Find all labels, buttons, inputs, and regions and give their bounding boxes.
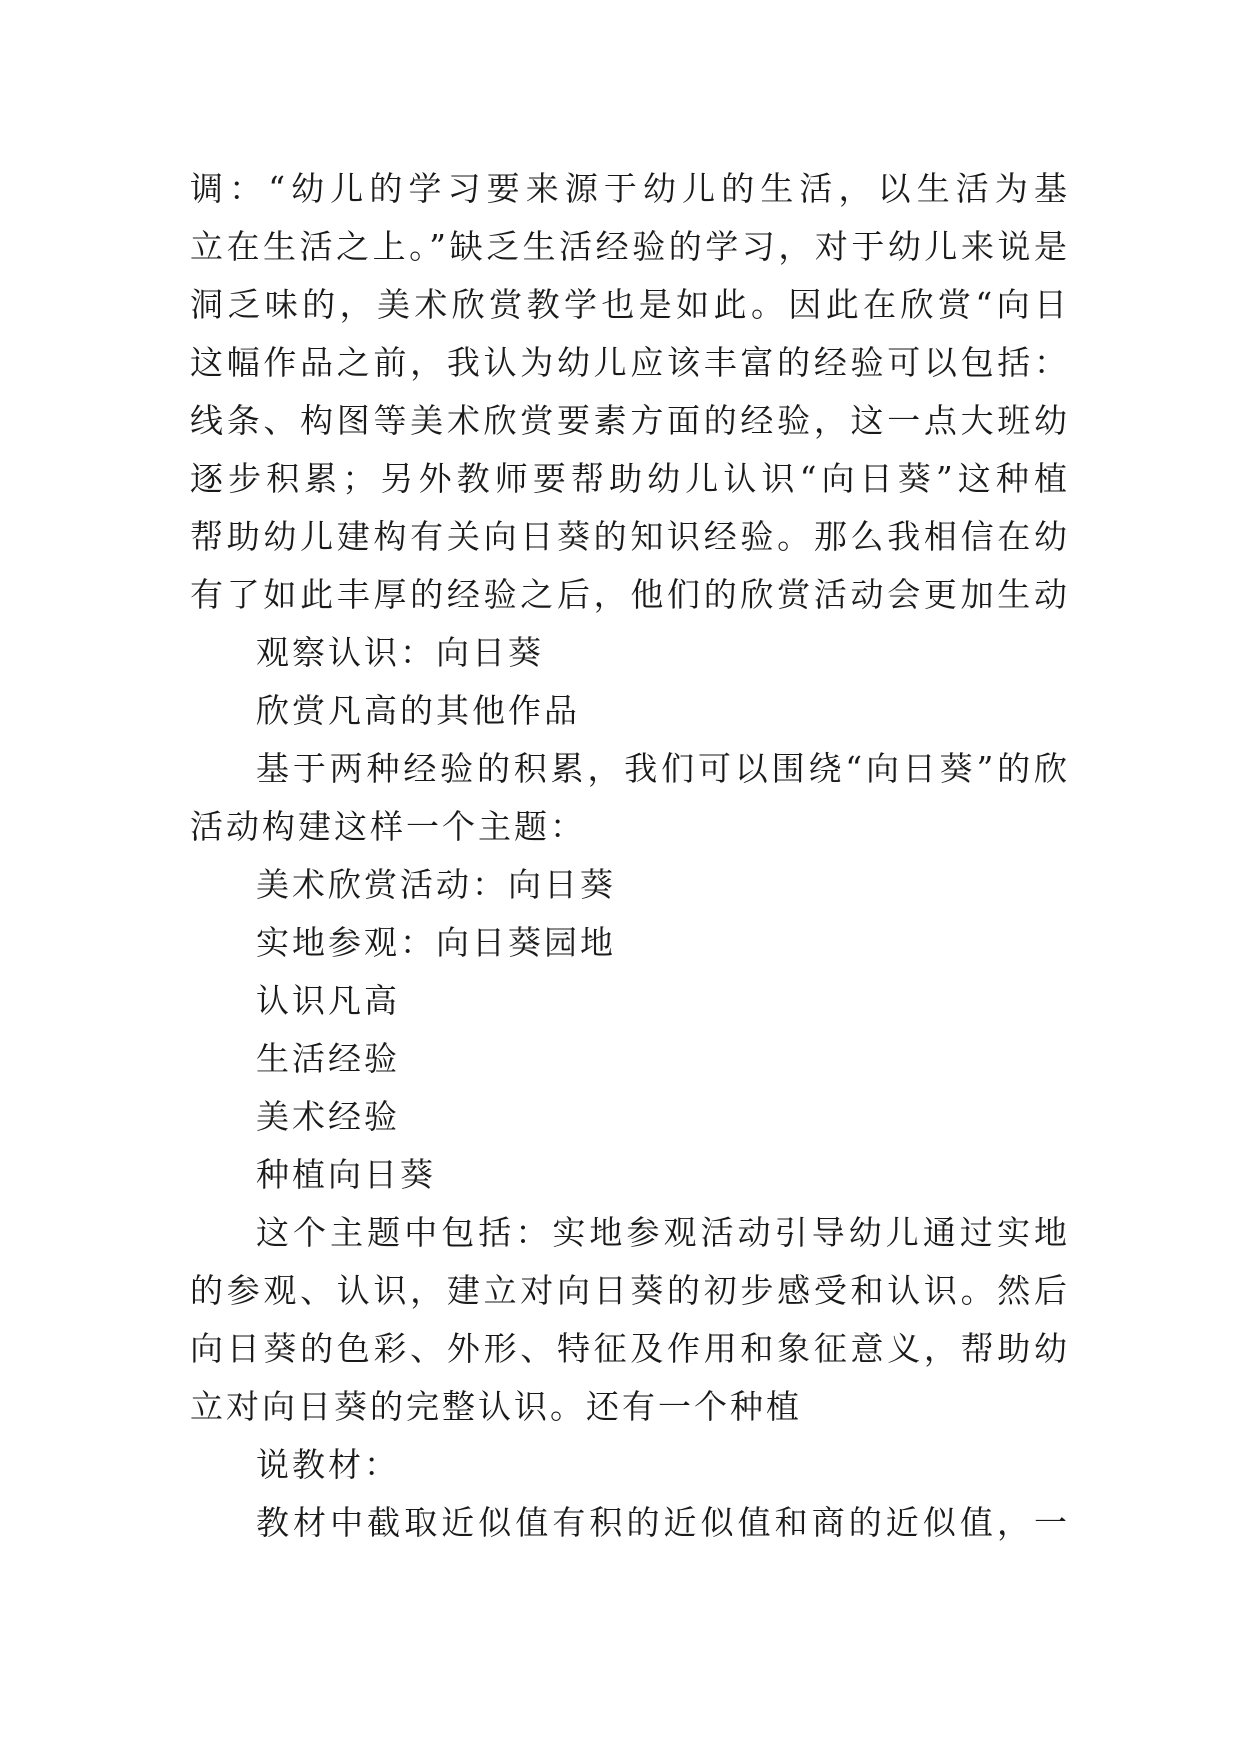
text-line: 生活经验 <box>256 1039 400 1078</box>
text-line: 活动构建这样一个主题： <box>190 807 586 846</box>
text-line: 逐步积累；另外教师要帮助幼儿认识“向日葵”这种植 <box>190 459 1070 498</box>
text-line: 线条、构图等美术欣赏要素方面的经验，这一点大班幼 <box>190 401 1070 440</box>
text-line: 这个主题中包括：实地参观活动引导幼儿通过实地 <box>256 1213 1070 1252</box>
document-body <box>190 160 1070 1552</box>
text-line: 有了如此丰厚的经验之后，他们的欣赏活动会更加生动 <box>190 575 1070 614</box>
text-line: 美术欣赏活动：向日葵 <box>256 865 616 904</box>
text-line: 认识凡高 <box>256 981 400 1020</box>
text-line: 欣赏凡高的其他作品 <box>256 691 580 730</box>
text-line: 洞乏味的，美术欣赏教学也是如此。因此在欣赏“向日 <box>190 285 1070 324</box>
text-line: 教材中截取近似值有积的近似值和商的近似值，一 <box>256 1503 1070 1542</box>
text-line: 说教材： <box>256 1445 400 1484</box>
text-line: 这幅作品之前，我认为幼儿应该丰富的经验可以包括： <box>190 343 1070 382</box>
text-line: 基于两种经验的积累，我们可以围绕“向日葵”的欣 <box>256 749 1070 788</box>
text-line: 美术经验 <box>256 1097 400 1136</box>
text-line: 的参观、认识，建立对向日葵的初步感受和认识。然后 <box>190 1271 1070 1310</box>
text-line: 立在生活之上。”缺乏生活经验的学习，对于幼儿来说是 <box>190 227 1070 266</box>
text-line: 立对向日葵的完整认识。还有一个种植 <box>190 1387 802 1426</box>
text-line: 种植向日葵 <box>256 1155 436 1194</box>
text-line: 调：“幼儿的学习要来源于幼儿的生活，以生活为基 <box>190 169 1070 208</box>
text-line: 观察认识：向日葵 <box>256 633 544 672</box>
text-line: 向日葵的色彩、外形、特征及作用和象征意义，帮助幼 <box>190 1329 1070 1368</box>
text-line: 帮助幼儿建构有关向日葵的知识经验。那么我相信在幼 <box>190 517 1070 556</box>
text-line: 实地参观：向日葵园地 <box>256 923 616 962</box>
